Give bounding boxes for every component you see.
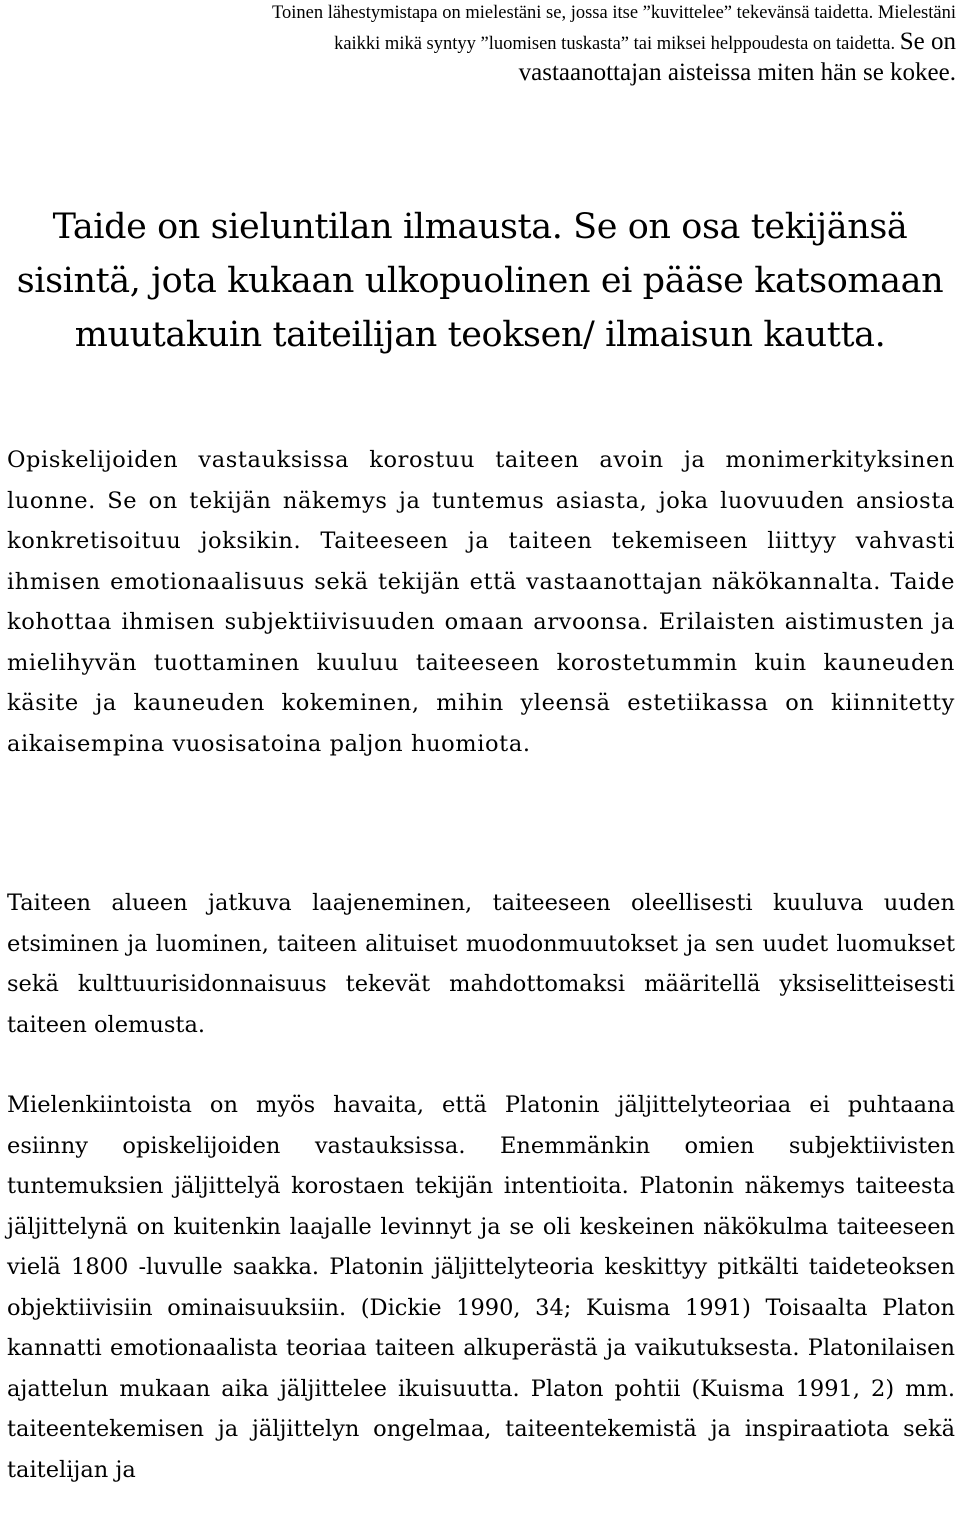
paragraph-2: Taiteen alueen jatkuva laajeneminen, taiteeseen oleellisesti kuuluva uuden etsiminen ja luominen, taiteen alituiset muodonmuutokset ja sen uudet luomukset sekä kulttuurisidonnaisuus tekevät mahdottomaksi määritellä yksiselitteisesti taiteen olemusta. [7, 890, 955, 1038]
centered-heading: Taide on sieluntilan ilmausta. Se on osa tekijänsä sisintä, jota kukaan ulkopuolinen ei pääse katsomaan muutakuin taiteilijan teoksen/ ilmaisun kautta. [16, 207, 944, 355]
paragraph-1: Opiskelijoiden vastauksissa korostuu taiteen avoin ja monimerkityksinen luonne. Se on tekijän näkemys ja tuntemus asiasta, joka luovuuden ansiosta konkretisoituu joksikin. Taiteeseen ja taiteen tekemiseen liittyy vahvasti ihmisen emotionaalisuus sekä tekijän että vastaanottajan näkökannalta. Taide kohottaa ihmisen subjektiivisuuden omaan arvoonsa. Erilaisten aistimusten ja mielihyvän tuottaminen kuuluu taiteeseen korostetummin kuin kauneuden käsite ja kauneuden kokeminen, mihin yleensä estetiikassa on kiinnitetty aikaisempina vuosisatoina paljon huomiota. [7, 447, 955, 757]
paragraph-3: Mielenkiintoista on myös havaita, että Platonin jäljittelyteoriaa ei puhtaana esiinny opiskelijoiden vastauksissa. Enemmänkin omien subjektiivisten tuntemuksien jäljittelyä korostaen tekijän intentioita. Platonin näkemys taiteesta jäljittelynä on kuitenkin laajalle levinnyt ja se oli keskeinen näkökulma taiteeseen vielä 1800 -luvulle saakka. Platonin jäljittelyteoria keskittyy pitkälti taideteoksen objektiivisiin ominaisuuksiin. (Dickie 1990, 34; Kuisma 1991) Toisaalta Platon kannatti emotionaalista teoriaa taiteen alkuperästä ja vaikutuksesta. Platonilaisen ajattelun mukaan aika jäljittelee ikuisuutta. Platon pohtii (Kuisma 1991, 2) mm. taiteentekemisen ja jäljittelyn ongelmaa, taiteentekemistä ja inspiraatiota sekä taitelijan ja [7, 1092, 955, 1483]
quote-small-text: Toinen lähestymistapa on mielestäni se, jossa itse ”kuvittelee” tekevänsä taidetta. Mielestäni kaikki mikä syntyy ”luomisen tuskasta” tai miksei helppoudesta on taidetta. [271, 3, 956, 54]
quote-large-text: Se on vastaanottajan aisteissa miten hän se kokee. [518, 28, 956, 86]
quote-block [270, 0, 956, 88]
